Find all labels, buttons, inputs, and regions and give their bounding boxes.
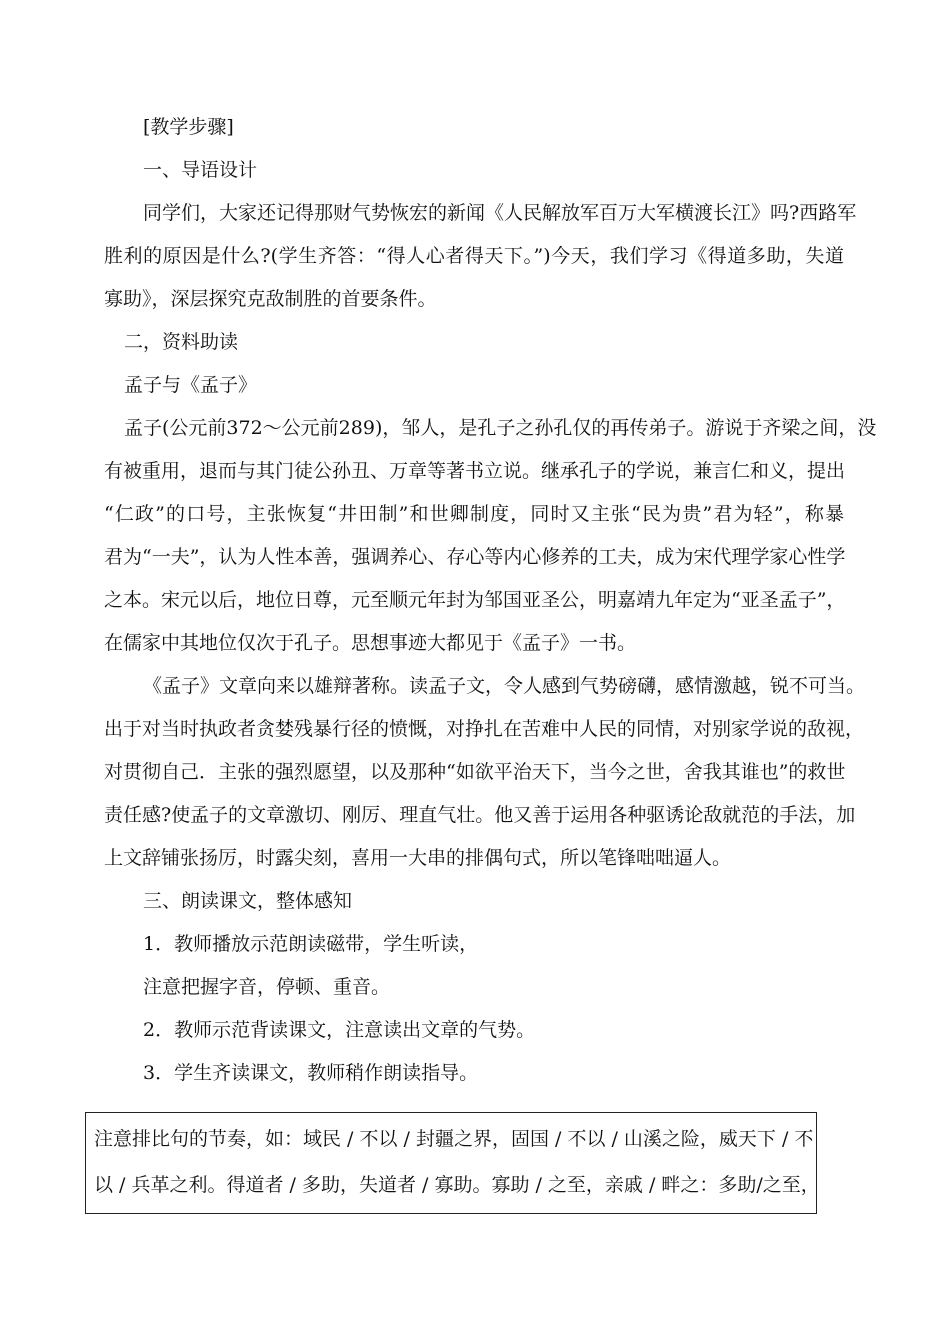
intro-paragraph-line: 胜利的原因是什么?(学生齐答：“得人心者得天下。”)今天，我们学习《得道多助，失道: [104, 245, 844, 267]
mencius-paragraph-line: 之本。宋元以后，地位日尊，元至顺元年封为邹国亚圣公，明嘉靖九年定为“亚圣孟子”，: [104, 589, 846, 611]
book-paragraph-line: 对贯彻自己．主张的强烈愿望，以及那种“如欲平治天下，当今之世，舍我其谁也”的救世: [104, 761, 846, 783]
section-reading-title: 三、朗读课文，整体感知: [143, 890, 353, 912]
reading-step: 注意把握字音，停顿、重音。: [143, 976, 391, 998]
mencius-paragraph-line: 有被重用，退而与其门徒公孙丑、万章等著书立说。继承孔子的学说，兼言仁和义，提出: [104, 460, 846, 482]
reading-step: 3．学生齐读课文，教师稍作朗读指导。: [143, 1062, 479, 1084]
intro-paragraph-line: 寡助》，深层探究克敌制胜的首要条件。: [104, 288, 437, 310]
book-paragraph-line: 出于对当时执政者贪婪残暴行径的愤慨，对挣扎在苦难中人民的同情，对别家学说的敌视，: [104, 718, 865, 740]
section-resource-title: 二，资料助读: [124, 331, 239, 353]
mencius-paragraph-line: “仁政”的口号，主张恢复“井田制”和世卿制度，同时又主张“民为贵”君为轻”，称暴: [104, 503, 844, 525]
book-paragraph-line: 《孟子》文章向来以雄辩著称。读孟子文，令人感到气势磅礴，感情激越，锐不可当。: [143, 675, 866, 697]
intro-paragraph-line: 同学们，大家还记得那财气势恢宏的新闻《人民解放军百万大军横渡长江》吗?西路军: [143, 202, 857, 224]
lesson-steps-heading: [教学步骤]: [143, 116, 234, 138]
mencius-paragraph-line: 孟子(公元前372～公元前289)，邹人，是孔子之孙孔仅的再传弟子。游说于齐梁之间，没: [124, 417, 877, 439]
reading-step: 2．教师示范背读课文，注意读出文章的气势。: [143, 1019, 536, 1041]
book-paragraph-line: 责任感?使孟子的文章激切、刚厉、理直气壮。他又善于运用各种驱诱论敌就范的手法，加: [104, 804, 856, 826]
note-line: 注意排比句的节奏，如：域民 / 不以 / 封疆之界，固国 / 不以 / 山溪之险，威天下 / 不: [94, 1128, 814, 1150]
reading-step: 1．教师播放示范朗读磁带，学生听读，: [143, 933, 479, 955]
note-line: 以 / 兵革之利。得道者 / 多助，失道者 / 寡助。寡助 / 之至，亲戚 / 畔之：多助/之至，: [94, 1174, 820, 1196]
section-intro-title: 一、导语设计: [143, 159, 258, 181]
rhythm-note-box: [85, 1112, 820, 1214]
mencius-paragraph-line: 君为“一夫”，认为人性本善，强调养心、存心等内心修养的工夫，成为宋代理学家心性学: [104, 546, 846, 568]
mencius-paragraph-line: 在儒家中其地位仅次于孔子。思想事迹大都见于《孟子》一书。: [104, 632, 637, 654]
resource-subtitle: 孟子与《孟子》: [124, 374, 258, 396]
book-paragraph-line: 上文辞铺张扬厉，时露尖刻，喜用一大串的排偶句式，所以笔锋咄咄逼人。: [104, 847, 732, 869]
